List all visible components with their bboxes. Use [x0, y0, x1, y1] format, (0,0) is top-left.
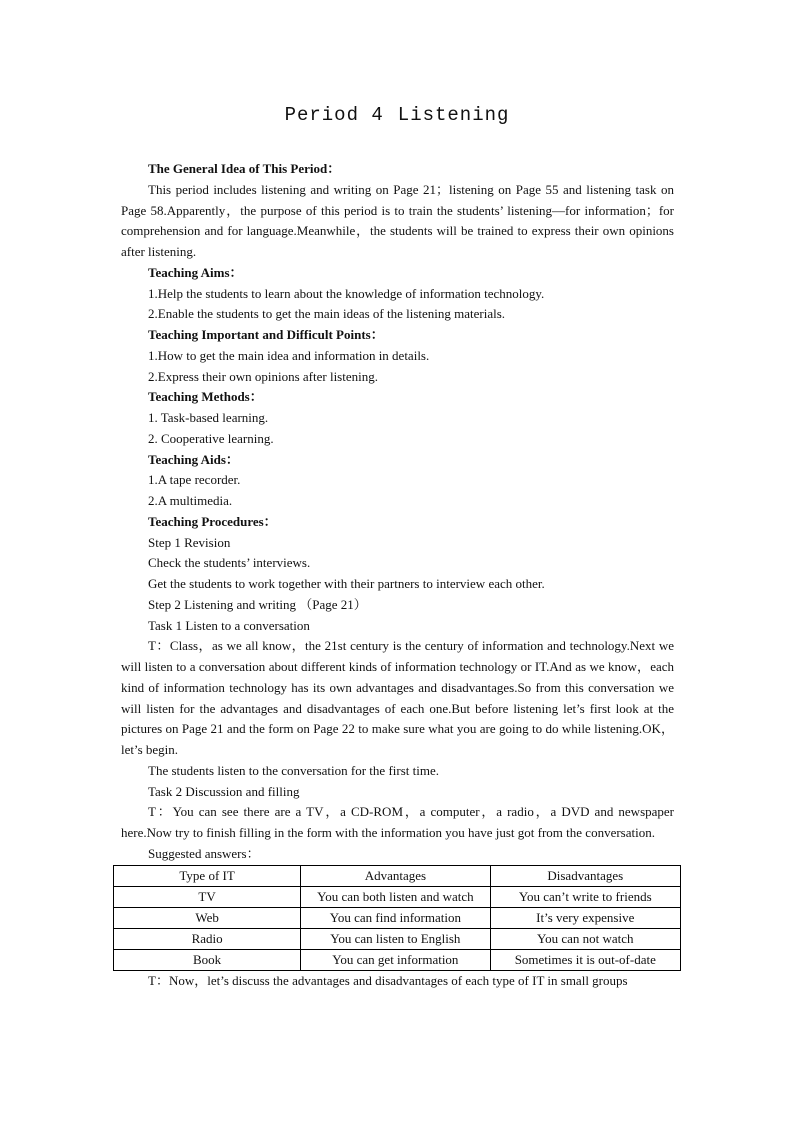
teaching-aims-heading: Teaching Aims： [148, 264, 243, 280]
table-cell: Sometimes it is out-of-date [490, 949, 680, 970]
final-line: T：Now，let’s discuss the advantages and disadvantages of each type of IT in small groups [148, 972, 628, 988]
task1-after: The students listen to the conversation for the first time. [148, 762, 439, 778]
table-header: Disadvantages [490, 865, 680, 886]
teaching-aids-heading: Teaching Aids： [148, 451, 239, 467]
table-cell: Web [114, 907, 301, 928]
table-cell: You can both listen and watch [301, 886, 490, 907]
task2-heading: Task 2 Discussion and filling [148, 783, 300, 799]
table-cell: Radio [114, 928, 301, 949]
task1-text: T：Class，as we all know，the 21st century is the century of information and technology.Next we will listen to a conversation about different kinds of information technology or IT.And as we know，each kind of information technology has its own advantages and disadvantages.So from this conversation we will listen for the advantages and disadvantages of each one.But before listening let’s first look at the pictures on Page 21 and the form on Page 22 to make sure what you are going to do while listening.OK，let’s begin. [121, 638, 674, 757]
table-header: Type of IT [114, 865, 301, 886]
teaching-aim-item: 2.Enable the students to get the main ideas of the listening materials. [148, 306, 506, 322]
suggested-answers-label: Suggested answers： [148, 845, 260, 861]
table-row [114, 907, 681, 928]
table-cell: Book [114, 949, 301, 970]
table-row [114, 886, 681, 907]
table-cell: You can find information [301, 907, 490, 928]
teaching-aid-item: 2.A multimedia. [148, 493, 233, 508]
title-period: Period 4 [284, 104, 384, 126]
teaching-method-item: 1. Task-based learning. [148, 410, 269, 425]
table-cell: You can listen to English [301, 928, 490, 949]
important-points-heading: Teaching Important and Difficult Points： [148, 327, 384, 342]
title-listening: Listening [397, 104, 510, 126]
table-row [114, 928, 681, 949]
step1-line: Check the students’ interviews. [148, 555, 311, 571]
step1-heading: Step 1 Revision [148, 534, 231, 550]
important-point-item: 2.Express their own opinions after listening. [148, 368, 378, 384]
teaching-aim-item: 1.Help the students to learn about the knowledge of information technology. [148, 285, 545, 301]
table-cell: It’s very expensive [490, 907, 680, 928]
table-header-row [114, 865, 681, 886]
teaching-method-item: 2. Cooperative learning. [148, 430, 274, 446]
teaching-aid-item: 1.A tape recorder. [148, 472, 241, 488]
table-cell: You can’t write to friends [490, 886, 680, 907]
task1-heading: Task 1 Listen to a conversation [148, 617, 310, 633]
step2-heading: Step 2 Listening and writing （Page 21） [148, 596, 367, 612]
table-cell: TV [114, 886, 301, 907]
table-cell: You can get information [301, 949, 490, 970]
general-idea-text: This period includes listening and writing on Page 21；listening on Page 55 and listening task on Page 58.Apparently，the purpose of this period is to train the students’ listening—for information；for comprehension and for language.Meanwhile，the students will be trained to express their own opinions after listening. [121, 181, 674, 259]
answers-table [113, 865, 681, 971]
page-title [0, 104, 794, 126]
table-header: Advantages [301, 865, 490, 886]
table-row [114, 949, 681, 970]
important-point-item: 1.How to get the main idea and information in details. [148, 347, 430, 363]
task2-text: T：You can see there are a TV，a CD-ROM，a computer，a radio，a DVD and newspaper here.Now try to finish filling in the form with the information you have just got from the conversation. [121, 804, 674, 840]
step1-line: Get the students to work together with their partners to interview each other. [148, 576, 545, 591]
general-idea-heading: The General Idea of This Period： [148, 161, 341, 176]
document-body [121, 159, 674, 991]
teaching-procedures-heading: Teaching Procedures： [148, 513, 277, 529]
table-cell: You can not watch [490, 928, 680, 949]
teaching-methods-heading: Teaching Methods： [148, 389, 263, 405]
